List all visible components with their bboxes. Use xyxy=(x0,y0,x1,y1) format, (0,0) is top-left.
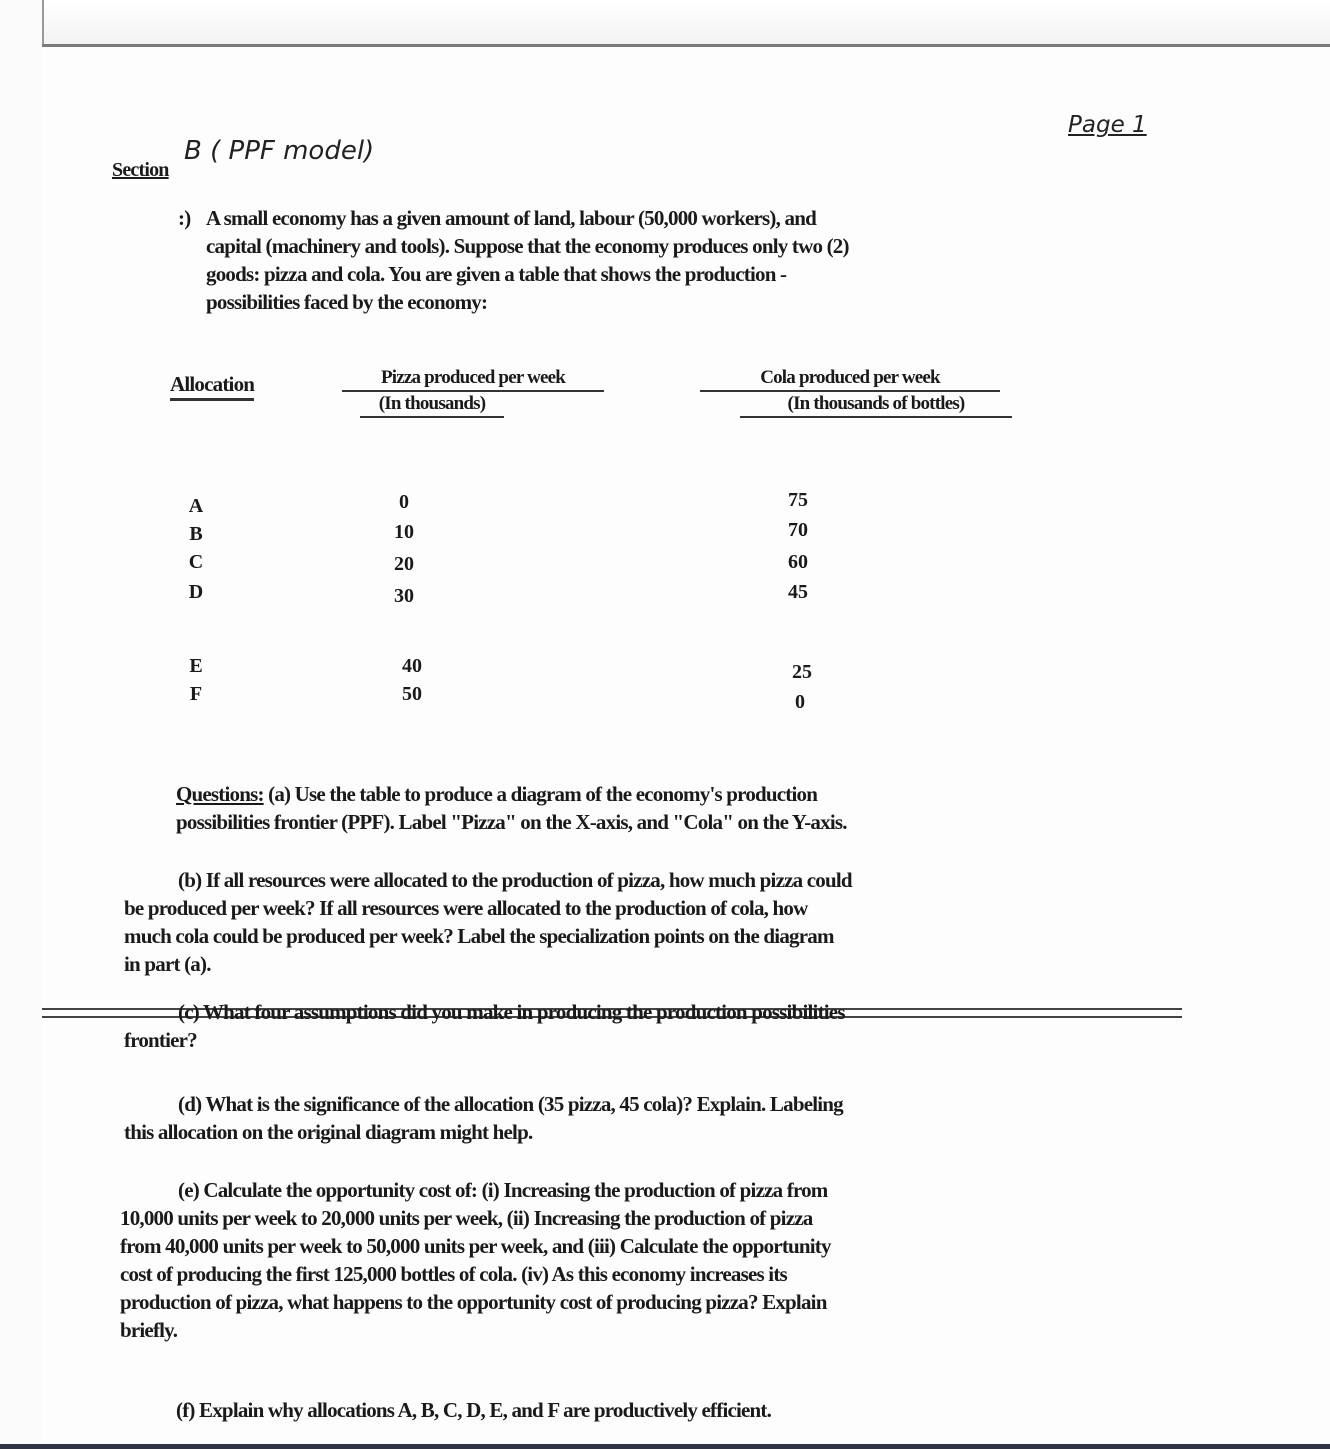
intro-line: goods: pizza and cola. You are given a table that shows the production - xyxy=(206,262,787,286)
question-e-line: from 40,000 units per week to 50,000 units per week, and (iii) Calculate the opportunity xyxy=(120,1234,831,1258)
cell-pizza: 30 xyxy=(394,585,414,607)
page-label: Page 1 xyxy=(1068,112,1147,138)
question-b-line: (b) If all resources were allocated to the production of pizza, how much pizza could xyxy=(178,868,852,892)
cell-pizza: 50 xyxy=(402,683,422,705)
page-edge-line xyxy=(42,44,1330,47)
question-b-line: in part (a). xyxy=(124,952,211,976)
header-pizza-sub: (In thousands) xyxy=(360,392,504,418)
question-d-line: (d) What is the significance of the allocation (35 pizza, 45 cola)? Explain. Labeling xyxy=(178,1092,843,1116)
header-allocation: Allocation xyxy=(170,370,254,401)
header-cola-sub: (In thousands of bottles) xyxy=(740,392,1012,418)
intro-line: A small economy has a given amount of land, labour (50,000 workers), and xyxy=(206,206,816,230)
cell-allocation: E xyxy=(189,655,203,677)
cell-cola: 75 xyxy=(788,489,808,511)
cell-cola: 45 xyxy=(788,581,808,603)
question-c xyxy=(124,998,845,1054)
question-d-line: this allocation on the original diagram might help. xyxy=(124,1120,533,1144)
question-e-line: (e) Calculate the opportunity cost of: (i) Increasing the production of pizza from xyxy=(178,1178,828,1202)
cell-cola: 0 xyxy=(795,691,805,713)
question-e-line: 10,000 units per week to 20,000 units per week, (ii) Increasing the production of pizza xyxy=(120,1206,813,1230)
cell-cola: 25 xyxy=(792,661,812,683)
scan-top-margin xyxy=(0,0,1330,46)
question-e-line: briefly. xyxy=(120,1318,178,1342)
question-b-line: much cola could be produced per week? Label the specialization points on the diagram xyxy=(124,924,834,948)
question-c-line: frontier? xyxy=(124,1028,197,1052)
cell-allocation: B xyxy=(189,523,203,545)
question-b xyxy=(124,866,852,978)
question-f xyxy=(176,1396,771,1424)
question-e-line: cost of producing the first 125,000 bottles of cola. (iv) As this economy increases its xyxy=(120,1262,787,1286)
question-a-line: (a) Use the table to produce a diagram of the economy's production xyxy=(263,782,818,806)
cell-pizza: 20 xyxy=(394,553,414,575)
question-c-line: (c) What four assumptions did you make in producing the production possibilities xyxy=(178,1000,845,1024)
question-e-line: production of pizza, what happens to the opportunity cost of producing pizza? Explain xyxy=(120,1290,827,1314)
scan-left-margin xyxy=(0,0,44,1449)
cell-pizza: 0 xyxy=(399,491,409,513)
cell-allocation: D xyxy=(188,581,204,603)
question-a-line: possibilities frontier (PPF). Label "Pizza" on the X-axis, and "Cola" on the Y-axis. xyxy=(176,810,847,834)
question-d xyxy=(124,1090,843,1146)
cell-allocation: A xyxy=(188,495,204,517)
cell-pizza: 10 xyxy=(394,521,414,543)
cell-cola: 60 xyxy=(788,551,808,573)
cell-allocation: F xyxy=(189,683,203,705)
cell-pizza: 40 xyxy=(402,655,422,677)
question-a xyxy=(176,780,847,836)
section-label: Section xyxy=(112,159,169,181)
section-handwritten-title: B ( PPF model) xyxy=(184,136,375,166)
question-b-line: be produced per week? If all resources were allocated to the production of cola, how xyxy=(124,896,808,920)
intro-line: capital (machinery and tools). Suppose that the economy produces only two (2) xyxy=(206,234,849,258)
header-pizza: Pizza produced per week xyxy=(342,366,604,392)
question-number: :) xyxy=(178,206,191,230)
question-f-line: (f) Explain why allocations A, B, C, D, E, and F are productively efficient. xyxy=(176,1398,772,1422)
intro-paragraph xyxy=(206,204,849,316)
window-bottom-edge xyxy=(0,1444,1330,1449)
question-e xyxy=(120,1176,831,1344)
cell-cola: 70 xyxy=(788,519,808,541)
questions-lead: Questions: xyxy=(176,782,264,806)
header-cola: Cola produced per week xyxy=(700,366,1000,392)
cell-allocation: C xyxy=(188,551,204,573)
intro-line: possibilities faced by the economy: xyxy=(206,290,488,314)
